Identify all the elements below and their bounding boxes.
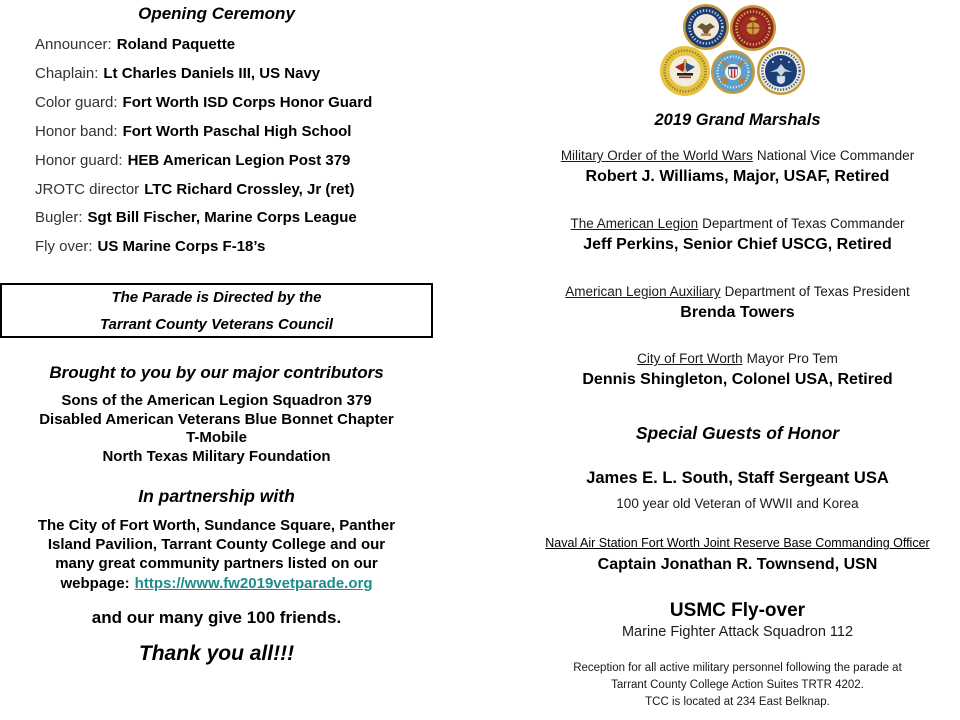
opening-ceremony-heading: Opening Ceremony [138, 4, 295, 23]
marshal-title: National Vice Commander [756, 148, 915, 163]
marshal-entry [505, 216, 960, 255]
marshal-title: Department of Texas Commander [702, 216, 905, 231]
role-label: JROTC director [35, 180, 140, 198]
role-value: Fort Worth Paschal High School [122, 122, 352, 140]
marshal-org: American Legion Auxiliary [565, 284, 721, 299]
guest-name: James E. L. South, Staff Sergeant USA [586, 469, 889, 487]
role-label: Announcer: [35, 36, 112, 53]
parade-box-line1: The Parade is Directed by the [111, 288, 322, 306]
thank-you-line: Thank you all!!! [138, 642, 295, 665]
role-row [35, 176, 372, 205]
role-label: Honor guard: [35, 151, 123, 169]
guest-subtitle: 100 year old Veteran of WWII and Korea [616, 496, 859, 511]
contributor-item: Disabled American Veterans Blue Bonnet Chapter [39, 410, 394, 428]
usmc-flyover-heading: USMC Fly-over [669, 600, 806, 621]
marshal-org-line [505, 284, 960, 299]
guest-org-line: Naval Air Station Fort Worth Joint Reserve Base Commanding Officer [545, 536, 930, 550]
contributors-heading: Brought to you by our major contributors [49, 363, 384, 382]
role-row [35, 31, 372, 60]
marshal-name: Brenda Towers [680, 304, 795, 321]
contributors-list [0, 392, 433, 466]
reception-line: Reception for all active military personnel following the parade at [573, 662, 902, 674]
role-row [35, 233, 372, 262]
marshal-org: Military Order of the World Wars [560, 148, 753, 163]
role-label: Fly over: [35, 238, 93, 256]
marshal-title: Department of Texas President [724, 284, 910, 299]
coast-guard-seal-icon [711, 50, 755, 94]
marshal-name: Dennis Shingleton, Colonel USA, Retired [582, 371, 893, 388]
give-100-friends-line: and our many give 100 friends. [91, 608, 342, 627]
marshal-name: Jeff Perkins, Senior Chief USCG, Retired [583, 236, 892, 253]
opening-ceremony-roles [35, 31, 372, 262]
marshal-org-line [505, 148, 960, 163]
marine-corps-seal-icon [730, 5, 776, 51]
role-row [35, 89, 372, 118]
partnership-line: The City of Fort Worth, Sundance Square, Panther [37, 517, 396, 534]
grand-marshals-heading: 2019 Grand Marshals [654, 111, 821, 129]
role-value: Lt Charles Daniels III, US Navy [103, 64, 321, 82]
special-guests-heading: Special Guests of Honor [635, 423, 840, 443]
reception-note [505, 660, 960, 711]
partnership-line: many great community partners listed on our [55, 555, 378, 573]
reception-line: Tarrant County College Action Suites TRTR 4202. [611, 679, 864, 691]
contributor-item: North Texas Military Foundation [102, 447, 331, 465]
webpage-label: webpage: [60, 574, 130, 592]
role-value: Fort Worth ISD Corps Honor Guard [122, 93, 373, 111]
guest-name: Captain Jonathan R. Townsend, USN [597, 556, 878, 573]
air-force-seal-icon [757, 47, 805, 95]
marshal-title: Mayor Pro Tem [746, 351, 838, 366]
army-seal-icon [660, 46, 710, 96]
parade-box-line2: Tarrant County Veterans Council [99, 315, 334, 333]
parade-website-link[interactable]: https://www.fw2019vetparade.org [134, 574, 373, 592]
marshal-entry [505, 351, 960, 390]
partnership-webpage-line [0, 574, 433, 593]
role-label: Color guard: [35, 93, 118, 111]
military-seals [655, 2, 810, 98]
role-label: Honor band: [35, 122, 118, 140]
marshal-name: Robert J. Williams, Major, USAF, Retired [585, 168, 890, 185]
contributor-item: Sons of the American Legion Squadron 379 [61, 392, 372, 409]
marshal-entry [505, 284, 960, 323]
partnership-heading: In partnership with [138, 486, 295, 506]
role-value: Sgt Bill Fischer, Marine Corps League [87, 209, 357, 227]
role-value: US Marine Corps F-18’s [97, 238, 266, 256]
navy-seal-icon [683, 4, 729, 50]
marshal-org: City of Fort Worth [637, 351, 743, 366]
partnership-paragraph [0, 516, 433, 593]
role-row [35, 147, 372, 176]
marshal-org: The American Legion [570, 216, 699, 231]
contributor-item: T-Mobile [186, 429, 247, 447]
marshal-org-line [505, 351, 960, 366]
role-value: Roland Paquette [116, 36, 236, 53]
role-label: Chaplain: [35, 64, 99, 82]
role-value: LTC Richard Crossley, Jr (ret) [144, 180, 355, 198]
role-value: HEB American Legion Post 379 [127, 151, 351, 169]
parade-directed-box [0, 283, 433, 338]
role-row [35, 204, 372, 233]
usmc-flyover-subtitle: Marine Fighter Attack Squadron 112 [621, 624, 854, 640]
role-label: Bugler: [35, 209, 83, 227]
reception-line: TCC is located at 234 East Belknap. [645, 696, 830, 708]
marshal-org-line [505, 216, 960, 231]
role-row [35, 60, 372, 89]
role-row [35, 118, 372, 147]
marshal-entry [505, 148, 960, 187]
partnership-line: Island Pavilion, Tarrant County College and our [47, 536, 386, 554]
